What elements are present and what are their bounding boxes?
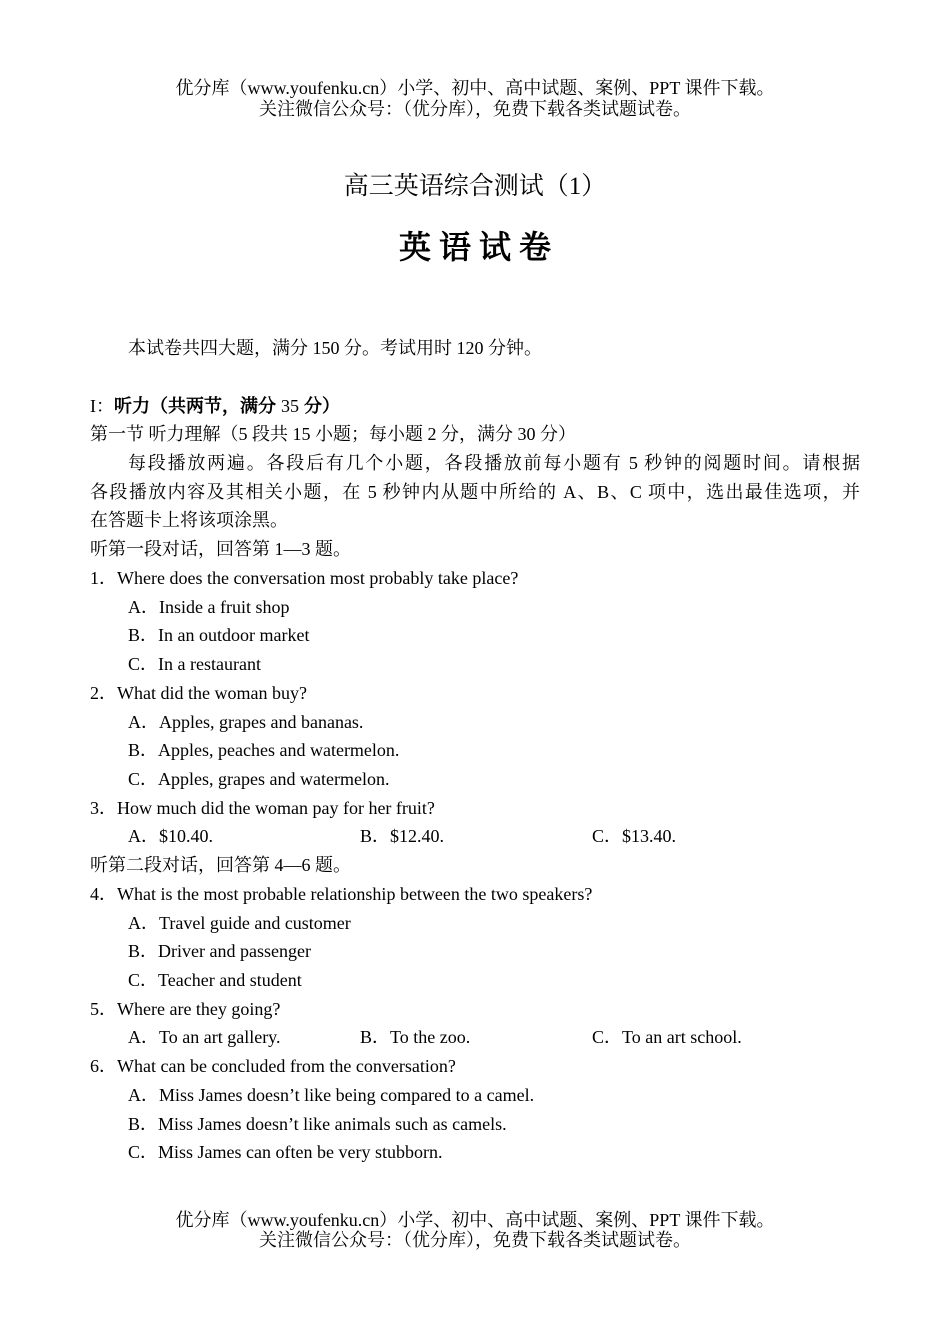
option-text: Miss James can often be very stubborn. (158, 1142, 443, 1163)
option-5a (128, 1023, 360, 1052)
section-heading (90, 392, 860, 421)
option-label: B． (128, 625, 159, 646)
option-text: Teacher and student (158, 969, 302, 990)
option-text: In a restaurant (158, 654, 261, 675)
question-number: 4． (90, 883, 117, 904)
question-number: 2． (90, 682, 117, 703)
option-5b (360, 1023, 592, 1052)
option-6a (90, 1081, 860, 1110)
option-text: Miss James doesn’t like being compared to a camel. (159, 1084, 535, 1105)
instructions-line-2: 各段播放内容及其相关小题，在 5 秒钟内从题中所给的 A、B、C 项中，选出最佳选项，并 (90, 481, 860, 502)
question-number: 3． (90, 797, 117, 818)
option-label: C． (592, 826, 623, 847)
option-2b (90, 736, 860, 765)
option-2c (90, 765, 860, 794)
option-text: $13.40. (622, 826, 677, 847)
question-number: 5． (90, 998, 117, 1019)
option-2a (90, 708, 860, 737)
dialogue-intro-1: 听第一段对话，回答第 1—3 题。 (90, 539, 351, 560)
option-label: C． (128, 1142, 159, 1163)
option-4a (90, 909, 860, 938)
option-label: C． (128, 969, 159, 990)
section-listening (90, 392, 860, 1167)
question-number: 6． (90, 1056, 117, 1077)
header-line-2: 关注微信公众号：（优分库），免费下载各类试题试卷。 (259, 98, 691, 119)
option-label: A． (128, 711, 159, 732)
option-1a (90, 593, 860, 622)
option-text: Apples, grapes and watermelon. (158, 768, 390, 789)
question-6 (90, 1052, 860, 1081)
option-label: C． (128, 768, 159, 789)
option-label: B． (360, 1027, 391, 1048)
option-text: Apples, grapes and bananas. (159, 711, 364, 732)
section-heading-label: 听力（共两节，满分 (114, 395, 276, 417)
option-3c (592, 822, 824, 851)
option-label: C． (128, 654, 159, 675)
question-number: 1． (90, 567, 117, 588)
question-stem: Where are they going? (117, 998, 281, 1019)
instructions-line-3: 在答题卡上将该项涂黑。 (90, 510, 288, 531)
option-label: B． (128, 1113, 159, 1134)
option-3b (360, 822, 592, 851)
option-label: A． (128, 912, 159, 933)
option-4c (90, 966, 860, 995)
option-text: $12.40. (390, 826, 445, 847)
section-heading-prefix: I： (90, 395, 114, 416)
question-stem: Where does the conversation most probably take place? (117, 567, 519, 588)
options-row-3 (90, 822, 860, 851)
option-text: To the zoo. (390, 1027, 471, 1048)
question-stem: What can be concluded from the conversation? (117, 1056, 456, 1077)
part-title: 第一节 听力理解（5 段共 15 小题；每小题 2 分，满分 30 分） (90, 424, 576, 445)
option-label: A． (128, 826, 159, 847)
option-text: Travel guide and customer (159, 912, 351, 933)
option-6b (90, 1110, 860, 1139)
option-label: C． (592, 1027, 623, 1048)
option-text: Miss James doesn’t like animals such as camels. (158, 1113, 507, 1134)
option-label: B． (128, 740, 159, 761)
option-5c (592, 1023, 824, 1052)
question-stem: How much did the woman pay for her fruit? (117, 797, 435, 818)
exam-subtitle: 英 语 试 卷 (398, 229, 551, 265)
option-label: A． (128, 1084, 159, 1105)
question-1 (90, 564, 860, 593)
header-line-1: 优分库（www.youfenku.cn）小学、初中、高中试题、案例、PPT 课件下载。 (175, 77, 775, 98)
exam-intro: 本试卷共四大题，满分 150 分。考试用时 120 分钟。 (128, 337, 542, 358)
instructions-line-1: 每段播放两遍。各段后有几个小题，各段播放前每小题有 5 秒钟的阅题时间。请根据 (128, 453, 860, 474)
footer-line-2: 关注微信公众号：（优分库），免费下载各类试题试卷。 (259, 1230, 691, 1250)
section-heading-score: 35 (281, 395, 299, 416)
page-footer (0, 1210, 950, 1251)
question-3 (90, 794, 860, 823)
option-text: Driver and passenger (158, 941, 311, 962)
option-label: A． (128, 1027, 159, 1048)
question-2 (90, 679, 860, 708)
option-1b (90, 621, 860, 650)
question-5 (90, 995, 860, 1024)
footer-line-1: 优分库（www.youfenku.cn）小学、初中、高中试题、案例、PPT 课件下载。 (175, 1209, 775, 1230)
option-3a (128, 822, 360, 851)
option-text: Inside a fruit shop (159, 596, 290, 617)
option-6c (90, 1138, 860, 1167)
option-text: To an art school. (622, 1027, 742, 1048)
section-heading-suffix: 分） (304, 395, 340, 417)
option-label: B． (128, 941, 159, 962)
option-text: $10.40. (159, 826, 213, 847)
option-1c (90, 650, 860, 679)
dialogue-intro-2: 听第二段对话，回答第 4—6 题。 (90, 855, 351, 876)
option-4b (90, 937, 860, 966)
option-label: B． (360, 826, 391, 847)
question-4 (90, 880, 860, 909)
option-label: A． (128, 596, 159, 617)
question-stem: What did the woman buy? (117, 682, 307, 703)
option-text: In an outdoor market (158, 625, 310, 646)
option-text: Apples, peaches and watermelon. (158, 740, 400, 761)
question-stem: What is the most probable relationship between the two speakers? (117, 883, 593, 904)
option-text: To an art gallery. (159, 1027, 281, 1048)
exam-title: 高三英语综合测试（1） (343, 173, 607, 200)
options-row-5 (90, 1023, 860, 1052)
page-header (0, 78, 950, 120)
